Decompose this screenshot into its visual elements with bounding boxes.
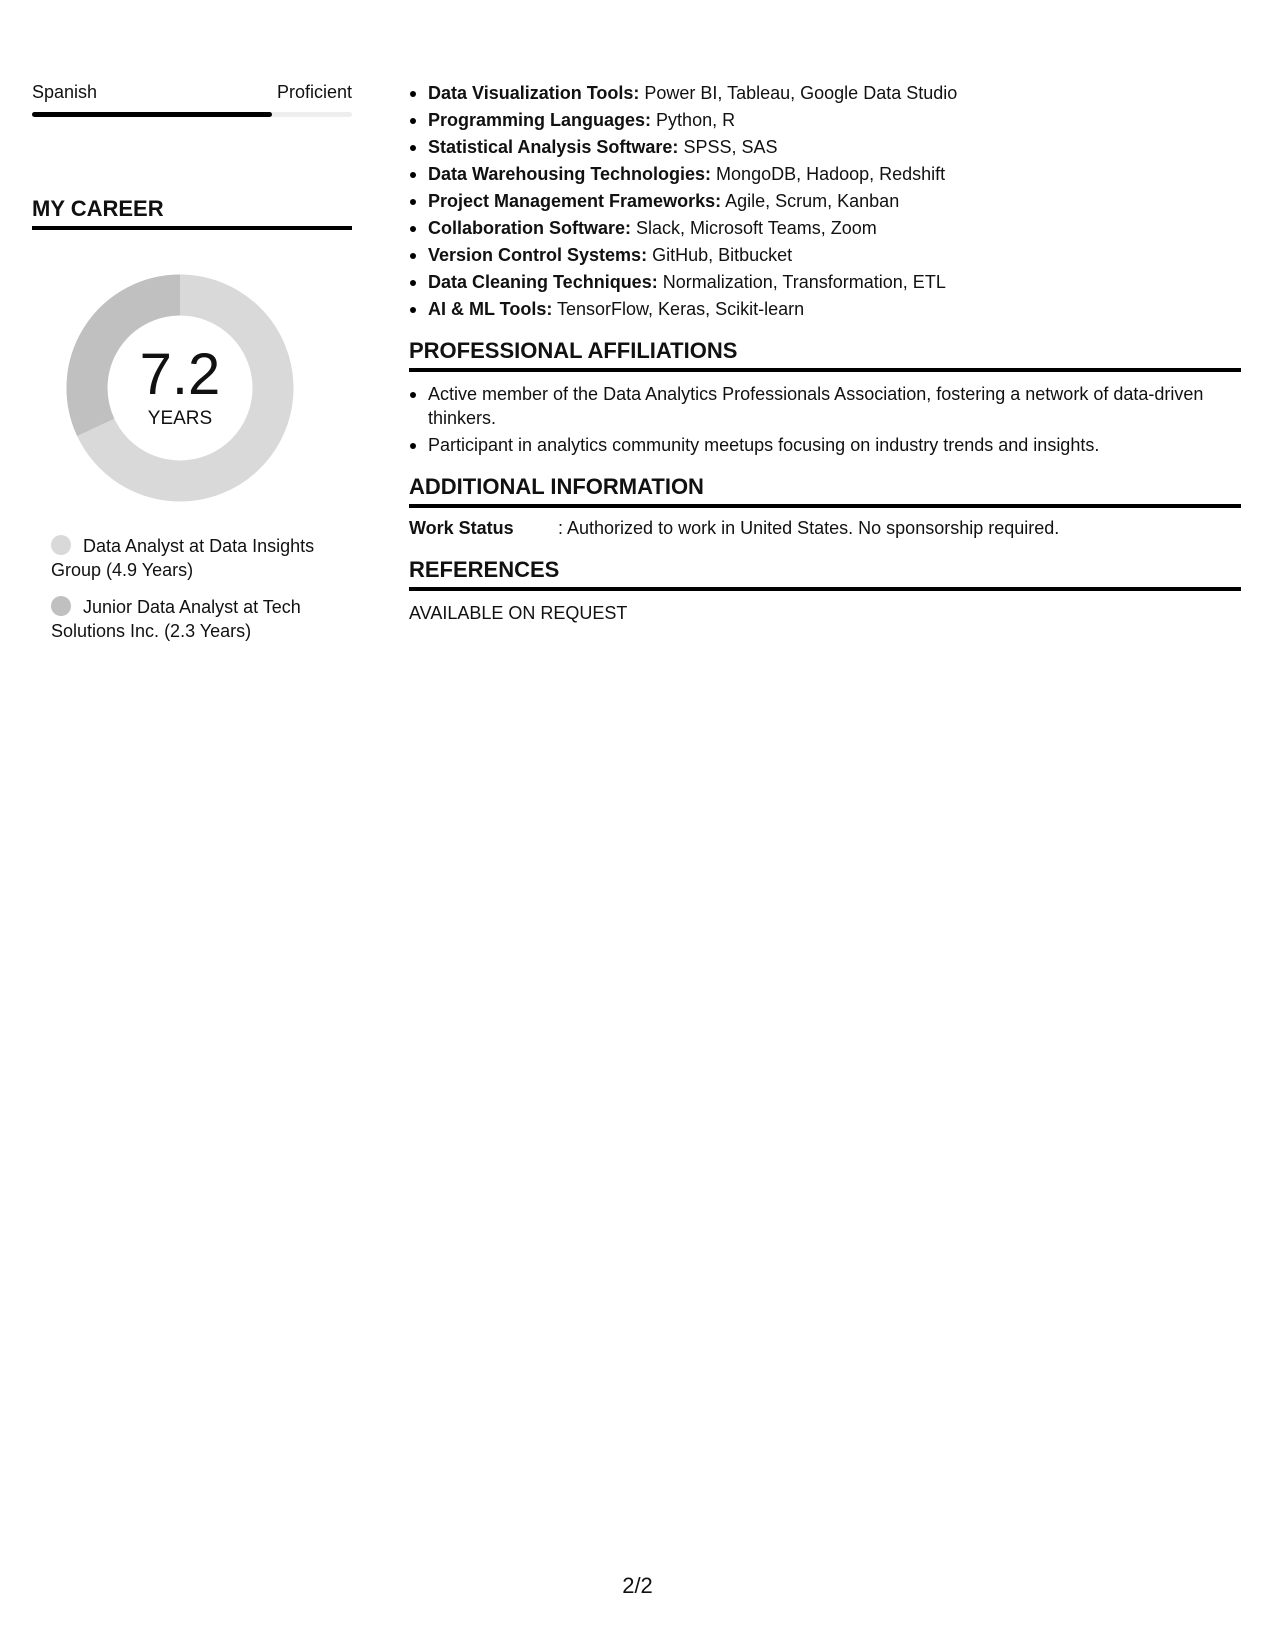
left-column xyxy=(32,80,352,656)
career-total-unit: YEARS xyxy=(147,408,213,429)
skill-item xyxy=(409,134,1241,161)
affiliation-item: Active member of the Data Analytics Professionals Association, fostering a network of data-driven thinkers. xyxy=(409,382,1241,430)
references-heading: REFERENCES xyxy=(409,556,1241,591)
skill-label: Data Visualization Tools: xyxy=(428,83,640,103)
affiliation-item: Participant in analytics community meetups focusing on industry trends and insights. xyxy=(409,433,1241,457)
skill-item xyxy=(409,242,1241,269)
right-column xyxy=(409,80,1241,625)
skill-value: Normalization, Transformation, ETL xyxy=(662,272,946,292)
affiliations-list xyxy=(409,382,1241,457)
skills-list xyxy=(409,80,1241,323)
career-heading: MY CAREER xyxy=(32,195,352,230)
skill-label: Data Warehousing Technologies: xyxy=(428,164,712,184)
additional-info-heading: ADDITIONAL INFORMATION xyxy=(409,473,1241,508)
skill-value: TensorFlow, Keras, Scikit-learn xyxy=(557,299,805,319)
skill-item xyxy=(409,215,1241,242)
skill-value: Agile, Scrum, Kanban xyxy=(725,191,900,211)
career-total-years: 7.2 xyxy=(139,342,221,407)
skill-value: Power BI, Tableau, Google Data Studio xyxy=(644,83,958,103)
legend-item xyxy=(51,534,352,582)
skill-item xyxy=(409,188,1241,215)
skill-label: Programming Languages: xyxy=(428,110,652,130)
skill-label: Collaboration Software: xyxy=(428,218,632,238)
affiliations-heading: PROFESSIONAL AFFILIATIONS xyxy=(409,337,1241,372)
legend-item xyxy=(51,595,352,643)
legend-dot-icon xyxy=(51,596,71,616)
skill-label: Project Management Frameworks: xyxy=(428,191,722,211)
skill-item xyxy=(409,107,1241,134)
legend-label: Junior Data Analyst at Tech Solutions Inc. (2.3 Years) xyxy=(51,597,301,641)
skill-item xyxy=(409,161,1241,188)
work-status-value: : Authorized to work in United States. No sponsorship required. xyxy=(558,518,1060,538)
legend-dot-icon xyxy=(51,535,71,555)
legend-label: Data Analyst at Data Insights Group (4.9 Years) xyxy=(51,536,315,580)
language-level: Proficient xyxy=(276,82,352,102)
language-level-bar xyxy=(32,112,352,117)
skill-label: AI & ML Tools: xyxy=(428,299,553,319)
skill-item xyxy=(409,269,1241,296)
skill-value: Slack, Microsoft Teams, Zoom xyxy=(636,218,877,238)
language-level-bar-fill xyxy=(32,112,272,117)
skill-label: Version Control Systems: xyxy=(428,245,648,265)
references-text: AVAILABLE ON REQUEST xyxy=(409,603,628,623)
skill-label: Statistical Analysis Software: xyxy=(428,137,679,157)
career-donut-chart xyxy=(66,274,294,502)
page-number: 2/2 xyxy=(622,1573,653,1598)
skill-label: Data Cleaning Techniques: xyxy=(428,272,658,292)
work-status-row xyxy=(409,516,1241,540)
work-status-label: Work Status xyxy=(409,518,514,538)
language-name: Spanish xyxy=(32,82,98,102)
language-row xyxy=(32,80,352,104)
skill-item xyxy=(409,80,1241,107)
skill-value: Python, R xyxy=(656,110,736,130)
skill-value: MongoDB, Hadoop, Redshift xyxy=(716,164,946,184)
skill-item xyxy=(409,296,1241,323)
career-legend xyxy=(32,534,352,643)
skill-value: SPSS, SAS xyxy=(683,137,778,157)
donut-center-label xyxy=(66,274,294,502)
skill-value: GitHub, Bitbucket xyxy=(652,245,793,265)
